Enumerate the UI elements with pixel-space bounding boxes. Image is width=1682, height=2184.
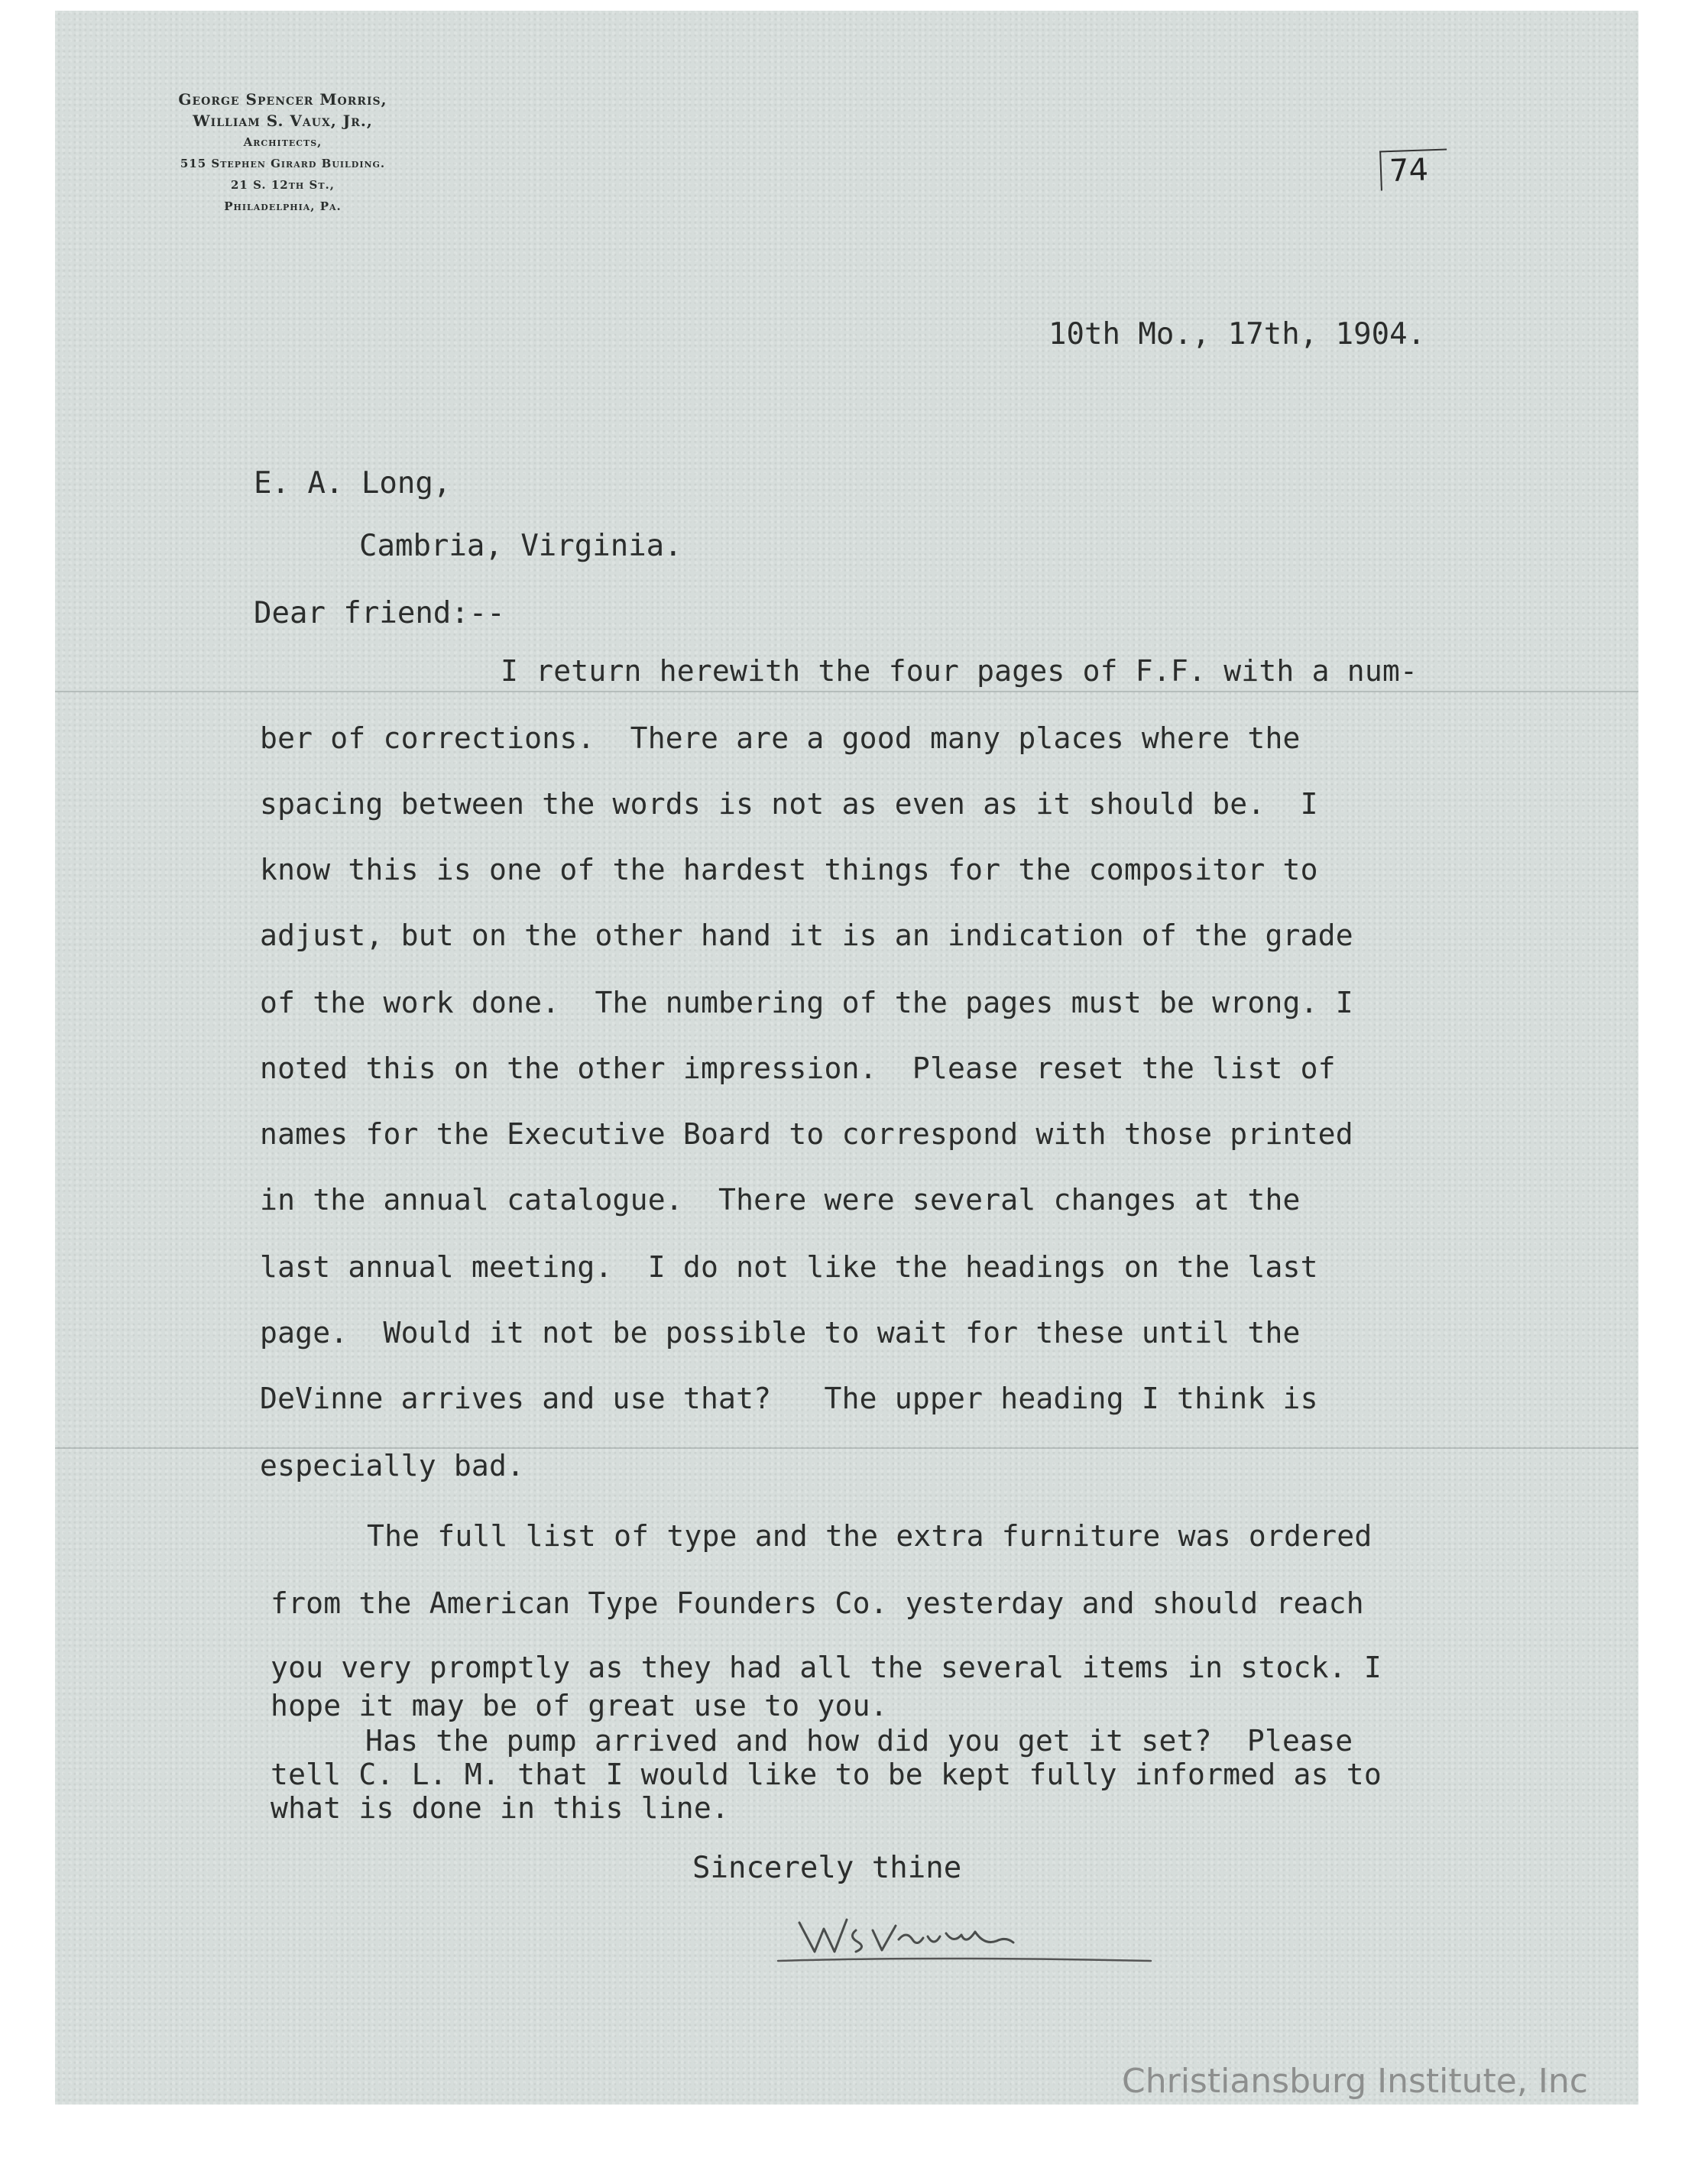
letterhead-line: George Spencer Morris, <box>178 90 387 109</box>
body-line: DeVinne arrives and use that? The upper heading I think is <box>260 1382 1318 1415</box>
signature <box>776 1900 1159 1969</box>
body-line: Has the pump arrived and how did you get it set? Please <box>365 1724 1353 1758</box>
body-line: last annual meeting. I do not like the headings on the last <box>260 1250 1318 1284</box>
body-line: page. Would it not be possible to wait for these until the <box>260 1316 1301 1350</box>
closing: Sincerely thine <box>692 1851 962 1885</box>
salutation: Dear friend:-- <box>254 596 505 630</box>
letterhead-line: William S. Vaux, Jr., <box>193 112 373 130</box>
body-line: from the American Type Founders Co. yesterday and should reach <box>271 1586 1364 1620</box>
body-line: especially bad. <box>260 1449 525 1482</box>
body-line: hope it may be of great use to you. <box>271 1689 888 1722</box>
body-line: spacing between the words is not as even as it should be. I <box>260 787 1318 821</box>
letterhead-line: Philadelphia, Pa. <box>224 199 342 213</box>
recipient-place: Cambria, Virginia. <box>359 529 682 563</box>
body-line: noted this on the other impression. Please reset the list of <box>260 1051 1336 1085</box>
page-number-mark: 74 <box>1379 148 1448 190</box>
body-line: know this is one of the hardest things for the compositor to <box>260 853 1318 886</box>
letterhead <box>84 89 481 217</box>
letterhead-line: 515 Stephen Girard Building. <box>180 157 386 170</box>
letterhead-line: 21 S. 12th St., <box>231 178 335 192</box>
recipient-name: E. A. Long, <box>254 466 452 501</box>
body-line: I return herewith the four pages of F.F. with a num- <box>501 654 1418 688</box>
body-line: tell C. L. M. that I would like to be kept fully informed as to <box>271 1758 1382 1791</box>
watermark: Christiansburg Institute, Inc <box>1122 2062 1588 2101</box>
body-line: adjust, but on the other hand it is an indication of the grade <box>260 919 1353 952</box>
body-line: ber of corrections. There are a good many places where the <box>260 721 1301 755</box>
body-line: you very promptly as they had all the several items in stock. I <box>271 1651 1382 1684</box>
letter-date: 10th Mo., 17th, 1904. <box>1048 317 1426 352</box>
letterhead-line: Architects, <box>243 135 322 149</box>
body-line: in the annual catalogue. There were several changes at the <box>260 1183 1301 1217</box>
body-line: of the work done. The numbering of the pages must be wrong. I <box>260 986 1353 1019</box>
body-line: The full list of type and the extra furniture was ordered <box>367 1519 1372 1553</box>
fold-line-upper <box>55 691 1638 692</box>
body-line: names for the Executive Board to correspond with those printed <box>260 1117 1353 1151</box>
body-line: what is done in this line. <box>271 1791 730 1825</box>
